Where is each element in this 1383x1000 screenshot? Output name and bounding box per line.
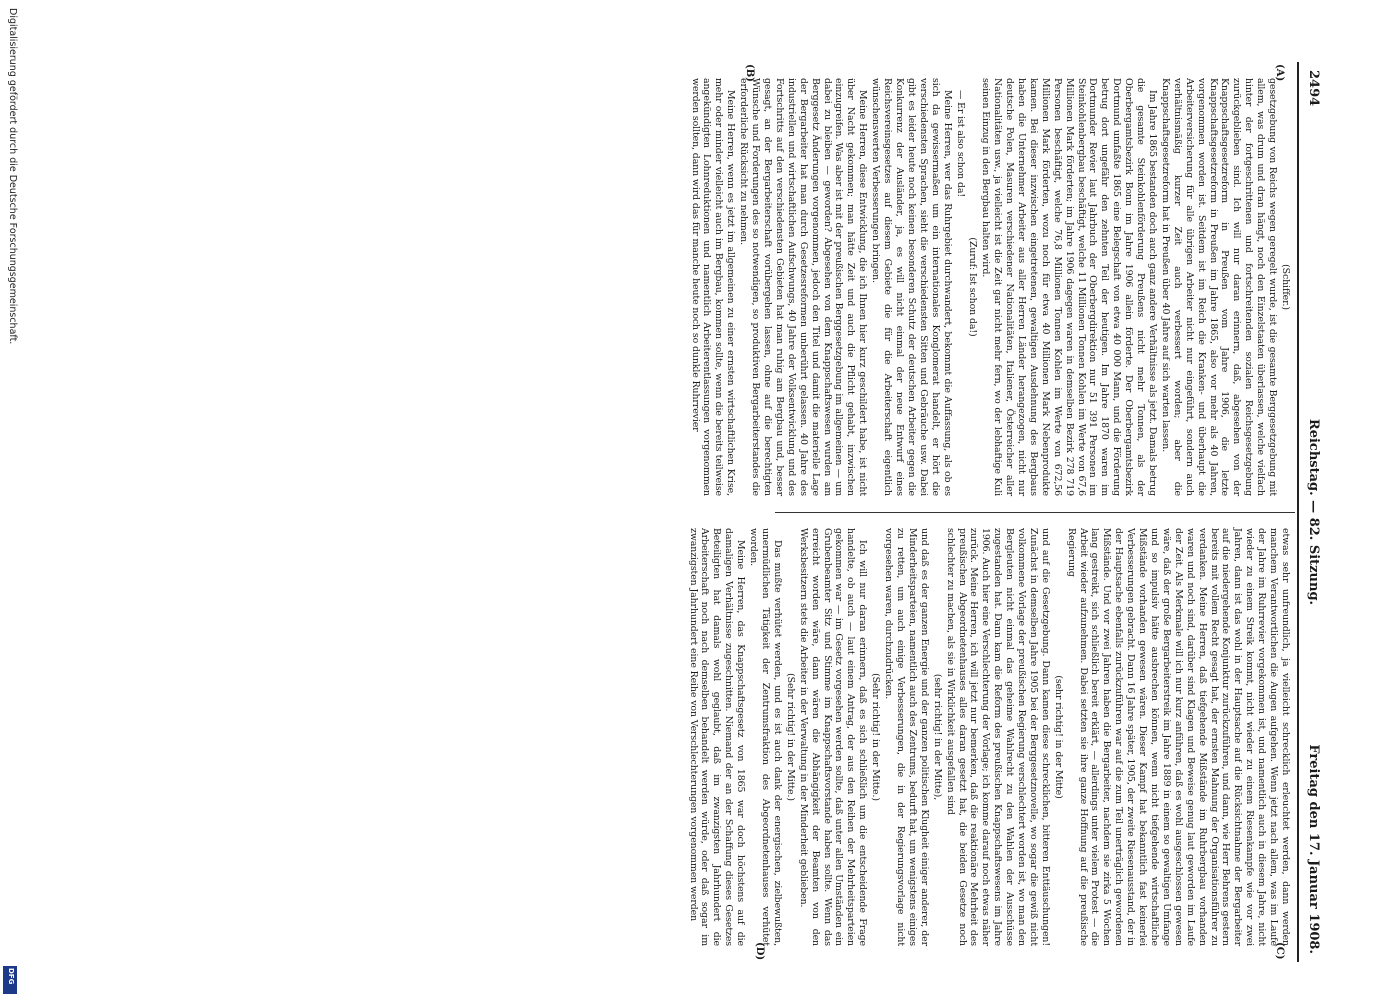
dfg-logo-text: DFG (7, 968, 15, 985)
digitization-credit (2, 0, 20, 1000)
credit-text: Digitalisierung gefördert durch die Deutsche Forschungsgemeinschaft. (7, 8, 18, 345)
paragraph: und auf die Gesetzgebung. Dann kamen diese schrecklichen, bitteren Enttäuschungen! Zunächst in demselben Jahre 1905 bei der Berggesetznovelle, wo sogar die gewiß nicht volkommene Vorlage der preußischen Regierung verschlechtert worden ist, wo man den Bergleuten nicht einmal das geheime Wahlrecht zu den Wahlen der Ausschüsse zugestanden hat. Dann kam die Reform des preußischen Knappschaftswesens im Jahre 1906. Auch hier eine Verschlechterung der Vorlage; ich komme darauf noch etwas näher zurück. Meine Herren, ich will jetzt nur bemerken, daß die reaktionäre Mehrheit des preußischen Abgeordnetenhauses alles daran gesetzt hat, die beiden Gesetze noch schlechter zu machen, als sie in Wirklichkeit ausgefallen sind (944, 528, 1051, 946)
header-rule (1297, 62, 1299, 962)
margin-mark-c: (C) (1274, 942, 1285, 960)
interjection: (sehr richtig! in der Mitte), (931, 673, 943, 801)
session-date: Freitag den 17. Januar 1908. (1306, 744, 1321, 954)
dfg-logo (3, 966, 17, 994)
session-title: Reichstag. — 82. Sitzung. (1306, 418, 1321, 606)
interjection: (Sehr richtig! in der Mitte.) (784, 673, 796, 801)
interjection: (sehr richtig! in der Mitte) (1052, 675, 1064, 799)
paragraph: Meine Herren, diese Entwicklung, die ich Ihnen hier kurz geschildert habe, ist nicht über Nacht gekommen; man hätte Zeit und auch die Pflicht gehabt, inzwischen einzugreifen. Was aber ist mit der preußischen Berggesetzgebung im allgemeinen — um dabei zu bleiben — geworden? Abgesehen von dem Knappschaftswesen wurden am Berggesetz Änderungen vorgenommen, jedoch den Titel und damit die materielle Lage der Bergarbeiter hat man durch Gesetzesreformen unberührt gelassen. 40 Jahre des industriellen und wirtschaftlichen Aufschwungs, 40 Jahre der Volksentwicklung und des Fortschritts auf den verschiedensten Gebieten hat man ruhig am Bergbau und, besser gesagt, an der Bergarbeiterschaft vorübergehen lassen, ohne auf die berechtigten Wünsche und Forderungen des so notwendigen, so produktiven Bergarbeiterstandes die erforderliche Rücksicht zu nehmen. (738, 78, 869, 496)
paragraph: Ich will nur daran erinnern, daß es sich schließlich um die entscheidende Frage handelte, ob auch — laut einem Antrag, der aus den Reihen der Mehrheitsparteien gekommen war — im Gesetz vorgesehen werden sollte, daß unter allen Umständen ein Grubenbeamter Sitz und Stimme im Knappschaftsvorstande haben sollte. Wenn das erreicht worden wäre, dann wären die Abhängigkeit der Beamten von den Werksbesitzern stets die Arbeiter in der Verwaltung in der Minderheit geblieben. (797, 528, 869, 946)
paragraph: Meine Herren, das Knappschaftsgesetz von 1865 war doch höchstens auf die damaligen Verhältnisse zugeschnitten. Niemand der an der Schaffung dieses Gesetzes Beteiligten hat damals wohl geglaubt, daß im zwanzigsten Jahrhundert die Arbeiterschaft noch nach demselben behandelt werden würde, oder daß sogar im zwanzigsten Jahrhundert eine Reihe von Verschlechterungen vorgenommen werden (687, 528, 747, 946)
right-text-column (687, 528, 1291, 946)
paragraph: — Er ist also schon da! (954, 90, 966, 198)
paragraph: Im Jahre 1865 bestanden doch auch ganz andere Verhältnisse als jetzt. Damals betrug die gesamte Steinkohlenförderung Preußens nicht mehr Tonnen, als der Oberbergamtsbezirk Bonn im Jahre 1906 allein förderte. Der Oberbergamtsbezirk Dortmund umfaßte 1865 eine Belegschaft von etwa 40 000 Mann, und die Förderung betrug dort ungefähr den zehnten Teil der heutigen. Im Jahre 1870 waren im Dortmunder Revier laut Jahrbuch der Oberbergdirektion nur 51 391 Personen im Steinkohlenbergbau beschäftigt, welche 11 Millionen Tonnen Kohlen im Werte von 67,6 Millionen Mark förderten; im Jahre 1906 dagegen waren in demselben Bezirk 278 719 Personen beschäftigt, welche 76,8 Millionen Tonnen Kohlen im Werte von 672,56 Millionen Mark förderten, wozu noch für etwa 40 Millionen Mark Nebenprodukte kamen. Bei dieser inzwischen eingetretenen, gewaltigen Ausdehnung des Bergbaus haben die Unternehmer Arbeiter aus aller Herren Länder herangezogen, nicht nur deutsche Polen, Masuren verschiedener Nationalitäten, Italiener, Österreicher aller Nationalitäten usw., ja vielleicht ist die Zeit gar nicht mehr fern, wo der lebhaftige Kuli seinen Einzug in den Bergbau halten wird. (980, 78, 1159, 496)
speaker-label: (Schiffer.) (1280, 264, 1291, 310)
margin-mark-d: (D) (754, 942, 765, 961)
paragraph: etwas sehr unfreundlich, ja vielleicht schrecklich erleuchtet werden, dann werden manchem Verantwortlichen die Augen aufgehen. Wenn jetzt nach allem, was im Laufe der Jahre im Ruhrrevier vorgekommen ist, und namentlich auch in diesem Jahre, nicht wieder zu einem Streik kommt, nicht wieder zu einem Riesenkampfe wie vor zwei Jahren, dann ist das wohl in der Hauptsache auf die Rücksichtnahme der Bergarbeiter auf die niedergehende Konjunktur zurückzuführen, und dann, wie Herr Behrens gestern bereits mit vollem Recht gesagt hat, der ernsten Mahnung der Organisationsführer zu verdanken. Meine Herren, daß tiefgehende Mißstände im Ruhrbergbau vorhanden waren und noch sind, darüber sind Klagen und Beweise genug laut geworden im Laufe der Zeit. Als Merkmale will ich nur kurz anführen, daß es wohl ausgeschlossen gewesen wäre, daß der große Bergarbeiterstreik im Jahre 1889 in einem so gewaltigen Umfange und so impulsiv hätte ausbrechen können, wenn nicht tiefgehende wirtschaftliche Mißstände vorhanden gewesen wären. Dieser Kampf hat bekanntlich fast keinerlei Verbesserungen gebracht. Dann 16 Jahre später, 1905, der zweite Riesenausstand, der in der Hauptsache ebenfalls zurückzuführen war auf die zum Teil unerträglich gewordenen Mißstände. Und vor zwei Jahren haben die Bergarbeiter, nachdem sie zirka 5 Wochen lang gestreikt, sich schließlich bereit erklärt, — allerdings unter vielem Protest — die Arbeit wieder aufzunehmen. Dabei setzten sie ihre ganze Hoffnung auf die preußische Regierung (1065, 528, 1291, 946)
paragraph: gesetzgebung von Reichs wegen geregelt wurde, ist die gesamte Berggesetzgebung mit allem, was drum und dran hängt, noch den Einzelstaaten überlassen, welche vielfach hinter der fortgeschrittenen und fortschreitenden sozialen Reichsgesetzgebung zurückgeblieben sind. Ich will nur daran erinnern, daß, abgesehen von der Knappschaftsgesetzreform in Preußen vom Jahre 1906, die letzte Knappschaftsgesetzreform in Preußen im Jahre 1865, also vor mehr als 40 Jahren, vorgenommen worden ist. Seitdem ist im Reich die Kranken- und überhaupt die Arbeiterversicherung für alle übrigen Arbeiter nicht nur eingeführt, sondern auch verhältnismäßig kurzer Zeit auch verbessert worden; aber die Knappschaftsgesetzreform hat in Preußen über 40 Jahre auf sich warten lassen. (1159, 78, 1279, 496)
margin-mark-a: (A) (1274, 64, 1285, 82)
interjection: (Sehr richtig! in der Mitte.) (870, 673, 882, 801)
column-divider (775, 512, 1295, 513)
paragraph: Das mußte verhütet werden, und es ist auch dank der energischen, zielbewußten, unermüdlichen Tätigkeit der Zentrumsfraktion des Abgeordnetenhauses verhütet worden. (748, 528, 783, 946)
left-text-column (689, 78, 1291, 496)
paragraph: Meine Herren, wenn es jetzt im allgemeinen zu einer ernsten wirtschaftlichen Krise, mehr oder minder vielleicht auch im Bergbau, kommen sollte, wenn die bereits teilweise angekündigten Lohnreduktionen und namentlich Arbeiterentlassungen vorgenommen werden sollten, dann wird das für manche heute noch so dunkle Ruhrrevier (689, 78, 737, 496)
interjection: (Zuruf: Ist schon da!) (967, 237, 979, 337)
rotated-document (55, 62, 1325, 962)
running-header (1299, 70, 1325, 954)
margin-mark-b: (B) (744, 64, 755, 82)
paragraph: Meine Herren, wer das Ruhrgebiet durchwandert, bekommt die Auffassung, als ob es sich da gewissermaßen um ein internationales Konglomerat handelt, er hört die verschiedensten Sprachen, sieht die verschiedensten Sitten und Gebräuche usw. Dabei gibt es leider heute noch keinen besonderen Schutz der deutschen Arbeiter gegen die Konkurrenz der Ausländer, ja, es will nicht einmal der neue Entwurf eines Reichsvereinsgesetzes auf diesem Gebiete die für die Arbeiterschaft eigentlich wünschenswerten Verbesserungen bringen. (870, 78, 953, 496)
page-number: 2494 (1306, 70, 1321, 107)
paragraph: und daß es der ganzen Energie und der ganzen politischen Klugheit einiger anderer, der Minderheitsparteien, namentlich auch des Zentrums, bedurft hat, um wenigstens einiges zu retten, um auch einige Verbesserungen, die in der Regierungsvorlage nicht vorgesehen waren, durchzudrücken. (883, 528, 930, 946)
